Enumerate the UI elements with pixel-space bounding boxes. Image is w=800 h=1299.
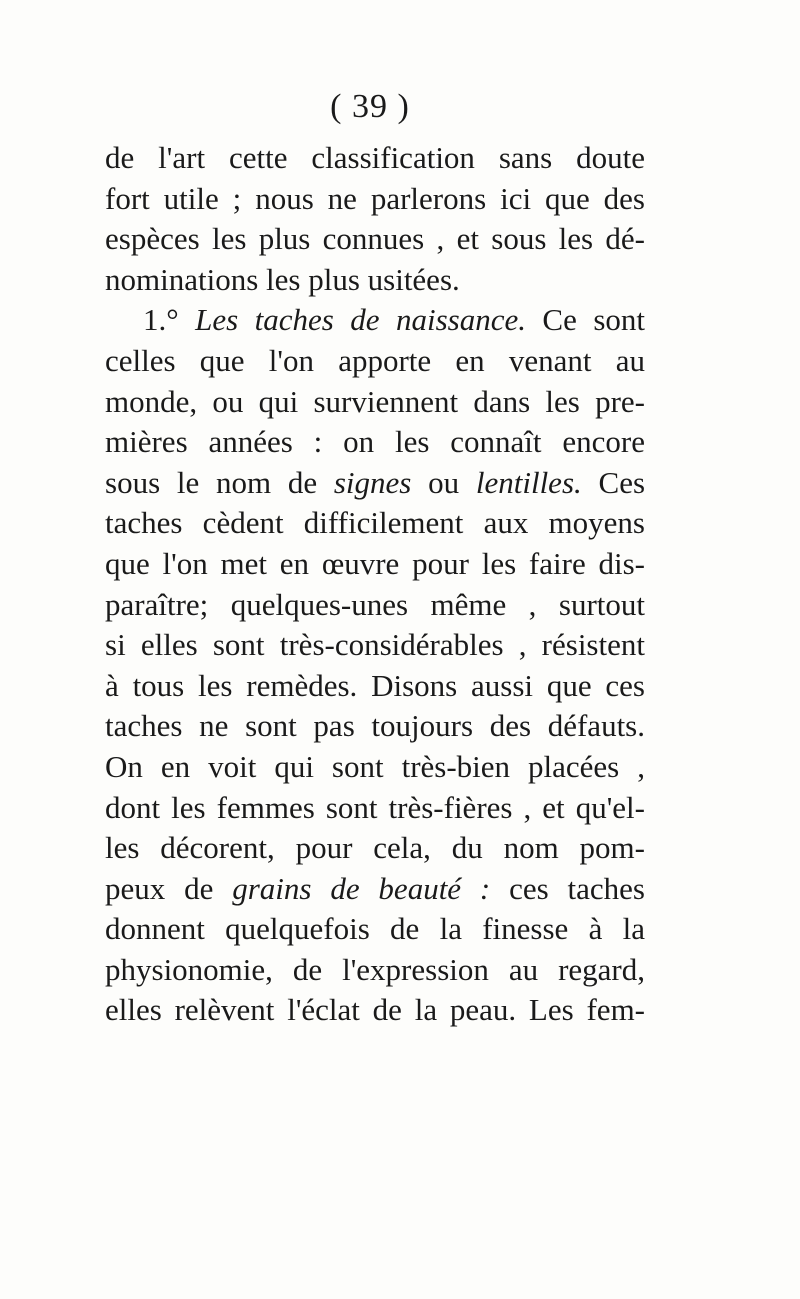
- text-line: [105, 788, 645, 829]
- text-run: physionomie, de l'expression au regard,: [105, 951, 645, 987]
- page-number: ( 39 ): [330, 88, 410, 125]
- text-line: [105, 463, 645, 504]
- text-line: [105, 341, 645, 382]
- text-run: fort utile ; nous ne parlerons ici que des: [105, 180, 645, 216]
- text-line: [105, 260, 645, 301]
- text-run: taches cèdent difficilement aux moyens: [105, 505, 645, 541]
- text-line: [105, 300, 645, 341]
- text-line: [105, 909, 645, 950]
- text-run: sous le nom de: [105, 464, 334, 500]
- text-run: taches ne sont pas toujours des défauts.: [105, 708, 645, 744]
- text-line: [105, 179, 645, 220]
- body-text: [105, 138, 645, 1031]
- text-line: [105, 585, 645, 626]
- text-line: [105, 382, 645, 423]
- text-line: [105, 828, 645, 869]
- text-run: que l'on met en œuvre pour les faire dis-: [105, 545, 645, 581]
- text-line: [105, 544, 645, 585]
- text-line: [105, 990, 645, 1031]
- text-run: ou: [411, 464, 476, 500]
- text-line: [105, 869, 645, 910]
- text-run: si elles sont très-considérables , résistent: [105, 627, 645, 663]
- text-run: dont les femmes sont très-fières , et qu'el-: [105, 789, 645, 825]
- text-line: [105, 666, 645, 707]
- italic-text: grains de beauté :: [232, 870, 491, 906]
- text-line: [105, 950, 645, 991]
- text-run: monde, ou qui surviennent dans les pre-: [105, 383, 645, 419]
- text-run: donnent quelquefois de la finesse à la: [105, 911, 645, 947]
- text-run: ces taches: [490, 870, 645, 906]
- italic-text: lentilles.: [475, 464, 582, 500]
- text-run: à tous les remèdes. Disons aussi que ces: [105, 667, 645, 703]
- text-run: Ces: [581, 464, 646, 500]
- text-run: nominations les plus usitées.: [105, 261, 460, 297]
- text-run: celles que l'on apporte en venant au: [105, 342, 645, 378]
- text-run: de l'art cette classification sans doute: [105, 140, 645, 175]
- italic-text: Les taches de naissance.: [195, 302, 526, 338]
- text-run: On en voit qui sont très-bien placées ,: [105, 748, 645, 784]
- text-run: peux de: [105, 870, 233, 906]
- text-run: les décorent, pour cela, du nom pom-: [105, 830, 645, 866]
- italic-text: signes: [333, 464, 412, 500]
- text-run: espèces les plus connues , et sous les dé-: [105, 221, 645, 257]
- text-line: [105, 503, 645, 544]
- text-run: elles relèvent l'éclat de la peau. Les fem-: [105, 992, 645, 1028]
- text-line: [105, 625, 645, 666]
- text-line: [105, 219, 645, 260]
- text-line: [105, 706, 645, 747]
- text-run: 1.°: [143, 302, 196, 338]
- text-run: Ce sont: [525, 302, 645, 338]
- text-line: [105, 747, 645, 788]
- text-line: [105, 138, 645, 179]
- text-line: [105, 422, 645, 463]
- text-run: mières années : on les connaît encore: [105, 424, 645, 460]
- text-run: paraître; quelques-unes même , surtout: [105, 586, 645, 622]
